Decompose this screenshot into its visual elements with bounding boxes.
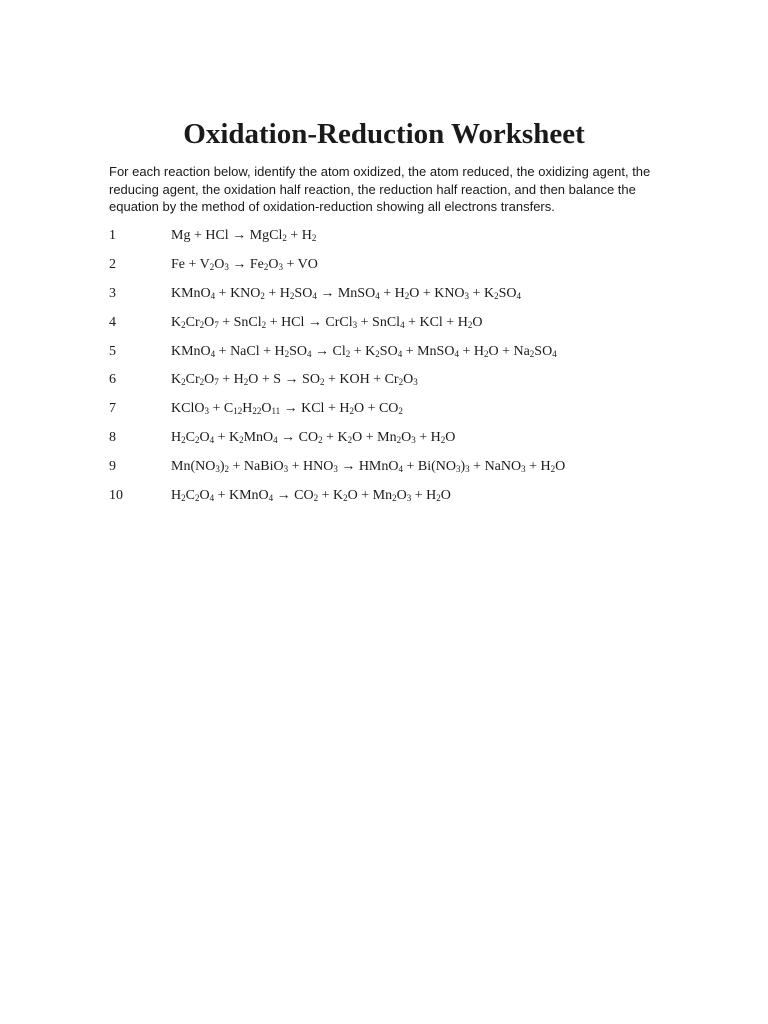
reaction-item — [109, 256, 709, 285]
reaction-equation: $Fe + V_2O_3 \to Fe_2O_3$ + VO — [171, 256, 318, 272]
reaction-item — [109, 314, 709, 343]
reaction-list — [109, 227, 709, 516]
reaction-item — [109, 400, 709, 429]
reaction-number: 9 — [109, 459, 116, 475]
reaction-equation: $H_2C_2O_4$ + KMnO$_4$ → $CO_2 + K_2O + Mn_2O_3 + H_2O$ — [171, 488, 451, 504]
reaction-number: 2 — [109, 256, 116, 272]
instructions-paragraph: For each reaction below, identify the atom oxidized, the atom reduced, the oxidizing agent, the reducing agent, the oxidation half reaction, the reduction half reaction, and then balance the equation by the method of oxidation-reduction showing all electrons transfers. — [109, 164, 651, 214]
reaction-number: 1 — [109, 228, 116, 243]
reaction-number: 4 — [109, 314, 116, 330]
reaction-equation: Mg + HCl → MgCl$_2$ + $H_2$ — [171, 228, 317, 243]
reaction-equation: $K_2Cr_2O_7$ + SnCl$_2$ + HCl → CrCl$_3$ + SnCl$_4$ + KCl + $H_2O$ — [171, 314, 483, 330]
reaction-equation: KClO$_3$ + $C_{12}H_{22}O_{11}$ → KCl + $H_2O + CO_2$ — [171, 401, 403, 417]
reaction-equation: $Mn(NO_3)_2$ + NaBiO$_3$ + $HNO_3$ → HMnO$_4$ + $Bi(NO_3)_3$ + NaNO$_3$ + $H_2O$ — [171, 459, 566, 475]
reaction-equation: $K_2Cr_2O_7 + H_2O + S \to SO_2$ + KOH + $Cr_2O_3$ — [171, 372, 418, 388]
reaction-item — [109, 458, 709, 487]
reaction-number: 6 — [109, 372, 116, 388]
reaction-item — [109, 227, 709, 256]
reaction-number: 5 — [109, 343, 116, 359]
reaction-number: 8 — [109, 430, 116, 446]
reaction-item — [109, 429, 709, 458]
reaction-number: 7 — [109, 401, 116, 417]
reaction-number: 3 — [109, 285, 116, 301]
reaction-item — [109, 371, 709, 400]
reaction-equation: KMnO$_4$ + $KNO_2 + H_2SO_4$ → MnSO$_4$ + $H_2O + KNO_3 + K_2SO_4$ — [171, 285, 521, 301]
reaction-item — [109, 343, 709, 372]
reaction-number: 10 — [109, 488, 123, 504]
page-title: Oxidation-Reduction Worksheet — [183, 118, 585, 150]
reaction-item — [109, 487, 709, 516]
reaction-equation: KMnO$_4$ + NaCl + $H_2SO_4 \to Cl_2 + K_2SO_4$ + MnSO$_4$ + $H_2O + Na_2SO_4$ — [171, 343, 557, 359]
reaction-item — [109, 285, 709, 314]
reaction-equation: $H_2C_2O_4 + K_2MnO_4 \to CO_2 + K_2O + Mn_2O_3 + H_2O$ — [171, 430, 456, 446]
